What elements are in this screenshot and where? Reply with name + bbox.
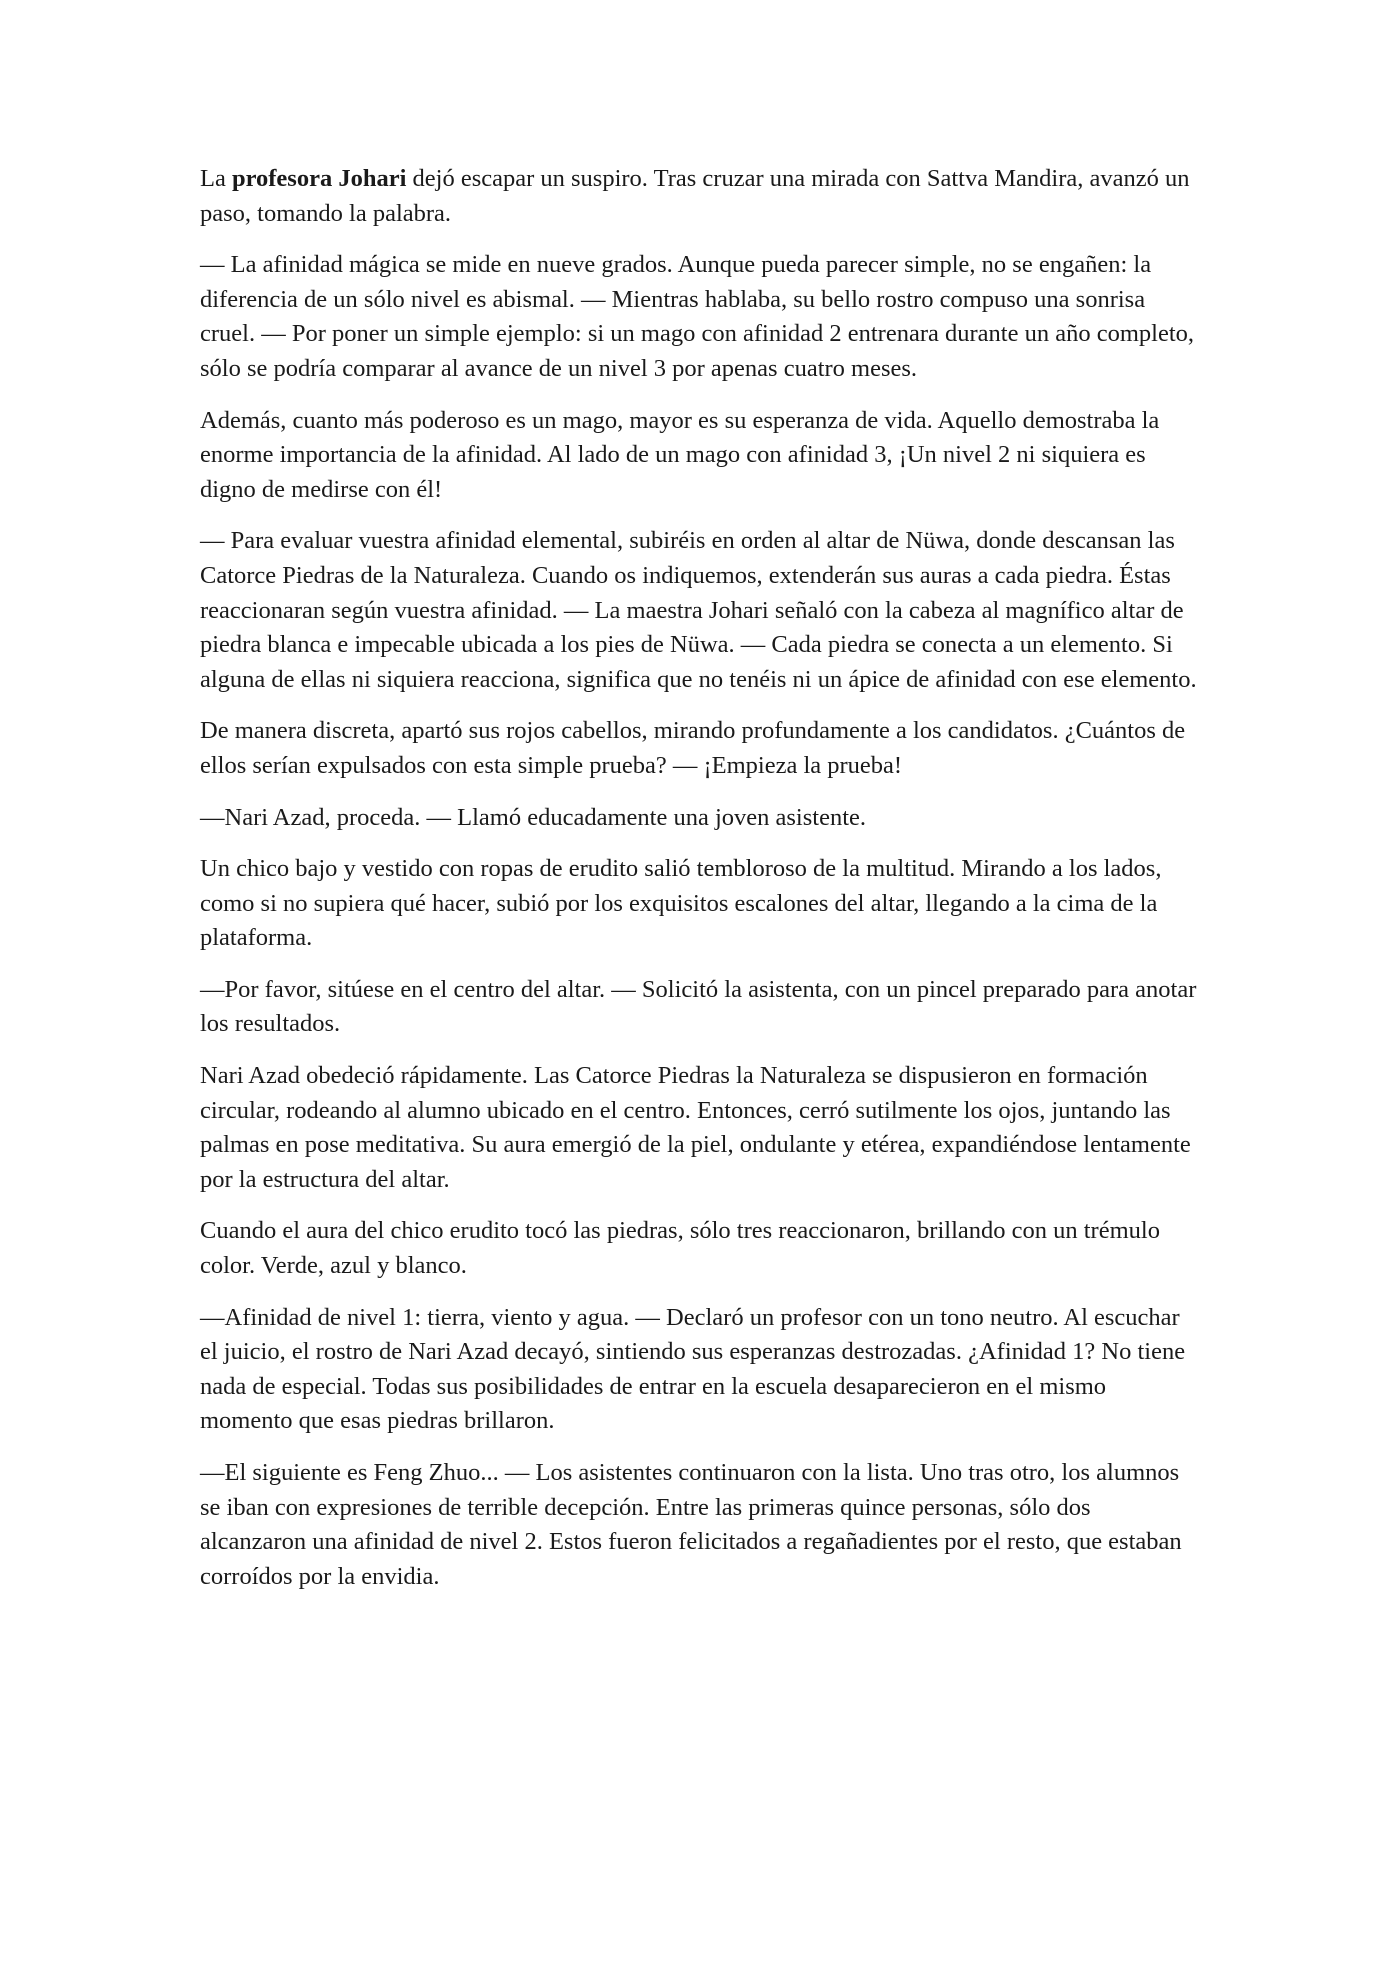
paragraph-4: — Para evaluar vuestra afinidad elemental, subiréis en orden al altar de Nüwa, donde descansan las Catorce Piedras de la Naturaleza. Cuando os indiquemos, extenderán sus auras a cada piedra. Éstas reaccionaran según vuestra afinidad. — La maestra Johari señaló con la cabeza al magnífico altar de piedra blanca e impecable ubicada a los pies de Nüwa. — Cada piedra se conecta a un elemento. Si alguna de ellas ni siquiera reacciona, significa que no tenéis ni un ápice de afinidad con ese elemento. (200, 527, 1197, 693)
paragraph-1 (200, 162, 1200, 231)
document-body (200, 162, 1200, 1611)
paragraph-6: —Nari Azad, proceda. — Llamó educadamente una joven asistente. (200, 803, 867, 831)
paragraph-12: —El siguiente es Feng Zhuo... — Los asistentes continuaron con la lista. Uno tras otro, los alumnos se iban con expresiones de terrible decepción. Entre las primeras quince personas, sólo dos alcanzaron una afinidad de nivel 2. Estos fueron felicitados a regañadientes por el resto, que estaban corroídos por la envidia. (200, 1459, 1182, 1590)
paragraph-7: Un chico bajo y vestido con ropas de erudito salió tembloroso de la multitud. Mirando a los lados, como si no supiera qué hacer, subió por los exquisitos escalones del altar, llegando a la cima de la plataforma. (200, 855, 1162, 952)
paragraph-5: De manera discreta, apartó sus rojos cabellos, mirando profundamente a los candidatos. ¿Cuántos de ellos serían expulsados con esta simple prueba? — ¡Empieza la prueba! (200, 717, 1186, 779)
paragraph-3: Además, cuanto más poderoso es un mago, mayor es su esperanza de vida. Aquello demostraba la enorme importancia de la afinidad. Al lado de un mago con afinidad 3, ¡Un nivel 2 ni siquiera es digno de medirse con él! (200, 406, 1160, 503)
paragraph-1-lead: La (200, 165, 232, 192)
paragraph-1-bold-name: profesora Johari (231, 165, 407, 192)
paragraph-8: —Por favor, sitúese en el centro del altar. — Solicitó la asistenta, con un pincel preparado para anotar los resultados. (200, 975, 1197, 1038)
paragraph-10: Cuando el aura del chico erudito tocó las piedras, sólo tres reaccionaron, brillando con un trémulo color. Verde, azul y blanco. (200, 1217, 1160, 1280)
paragraph-9: Nari Azad obedeció rápidamente. Las Catorce Piedras la Naturaleza se dispusieron en formación circular, rodeando al alumno ubicado en el centro. Entonces, cerró sutilmente los ojos, juntando las palmas en pose meditativa. Su aura emergió de la piel, ondulante y etérea, expandiéndose lentamente por la estructura del altar. (200, 1062, 1191, 1193)
paragraph-11: —Afinidad de nivel 1: tierra, viento y agua. — Declaró un profesor con un tono neutro. Al escuchar el juicio, el rostro de Nari Azad decayó, sintiendo sus esperanzas destrozadas. ¿Afinidad 1? No tiene nada de especial. Todas sus posibilidades de entrar en la escuela desaparecieron en el mismo momento que esas piedras brillaron. (200, 1303, 1186, 1435)
paragraph-1-rest: dejó escapar un suspiro. Tras cruzar una mirada con Sattva Mandira, avanzó un paso, tomando la palabra. (200, 165, 1190, 227)
paragraph-2: — La afinidad mágica se mide en nueve grados. Aunque pueda parecer simple, no se engañen: la diferencia de un sólo nivel es abismal. — Mientras hablaba, su bello rostro compuso una sonrisa cruel. — Por poner un simple ejemplo: si un mago con afinidad 2 entrenara durante un año completo, sólo se podría comparar al avance de un nivel 3 por apenas cuatro meses. (200, 251, 1195, 382)
